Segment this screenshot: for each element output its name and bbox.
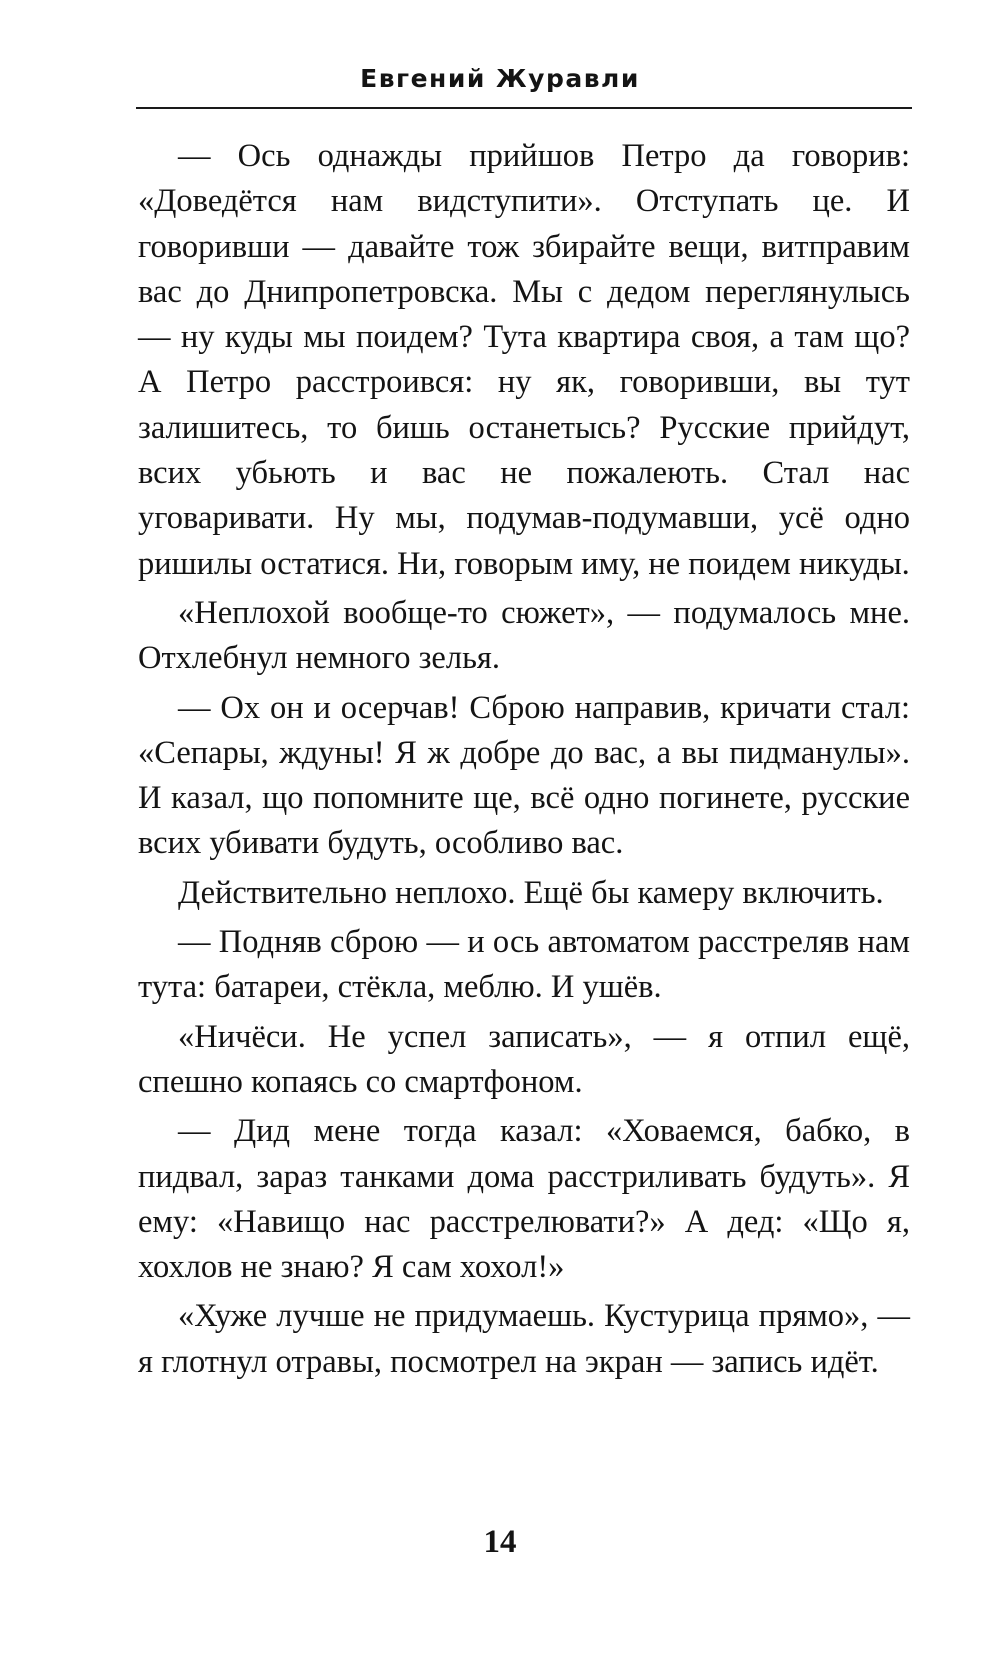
paragraph: «Ничёси. Не успел записать», — я отпил ещё, спешно копаясь со смартфоном. (138, 1018, 910, 1100)
paragraph: «Неплохой вообще-то сюжет», — подумалось мне. Отхлебнул немного зелья. (138, 594, 910, 677)
header-rule (136, 107, 912, 109)
page-number: 14 (483, 1524, 517, 1560)
paragraph: «Хуже лучше не придумаешь. Кустурица прямо», — я глотнул отравы, посмотрел на экран — запись идёт. (138, 1298, 910, 1380)
paragraph: — Ось однажды прийшов Петро да говорив: «Доведётся нам видступити». Отступать це. И говоривши — давайте тож збирайте вещи, витправим вас до Днипропетровска. Мы с дедом переглянулысь — ну куды мы поидем? Тута квартира своя, а там що? А Петро расстроився: ну як, говоривши, вы тут залишитесь, то бишь останетысь? Русские прийдут, всих убьють и вас не пожалеють. Стал нас уговаривати. Ну мы, подумав-подумавши, усё одно ришилы остатися. Ни, говорым иму, не поидем никуды. (138, 138, 910, 582)
running-header-title: Евгений Журавли (360, 64, 640, 93)
paragraph: — Ох он и осерчав! Сброю направив, кричати стал: «Сепары, ждуны! Я ж добре до вас, а вы пидманулы». И казал, що попомните ще, всё одно погинете, русские всих убивати будуть, особливо вас. (138, 689, 910, 862)
body-text (138, 134, 910, 1389)
paragraph: — Подняв сброю — и ось автоматом расстреляв нам тута: батареи, стёкла, меблю. И ушёв. (138, 924, 910, 1006)
paragraph: Действительно неплохо. Ещё бы камеру включить. (178, 874, 884, 911)
paragraph: — Дид мене тогда казал: «Ховаемся, бабко, в пидвал, зараз танками дома расстриливать будуть». Я ему: «Навищо нас расстрелювати?» А дед: «Що я, хохлов не знаю? Я сам хохол!» (138, 1113, 910, 1286)
